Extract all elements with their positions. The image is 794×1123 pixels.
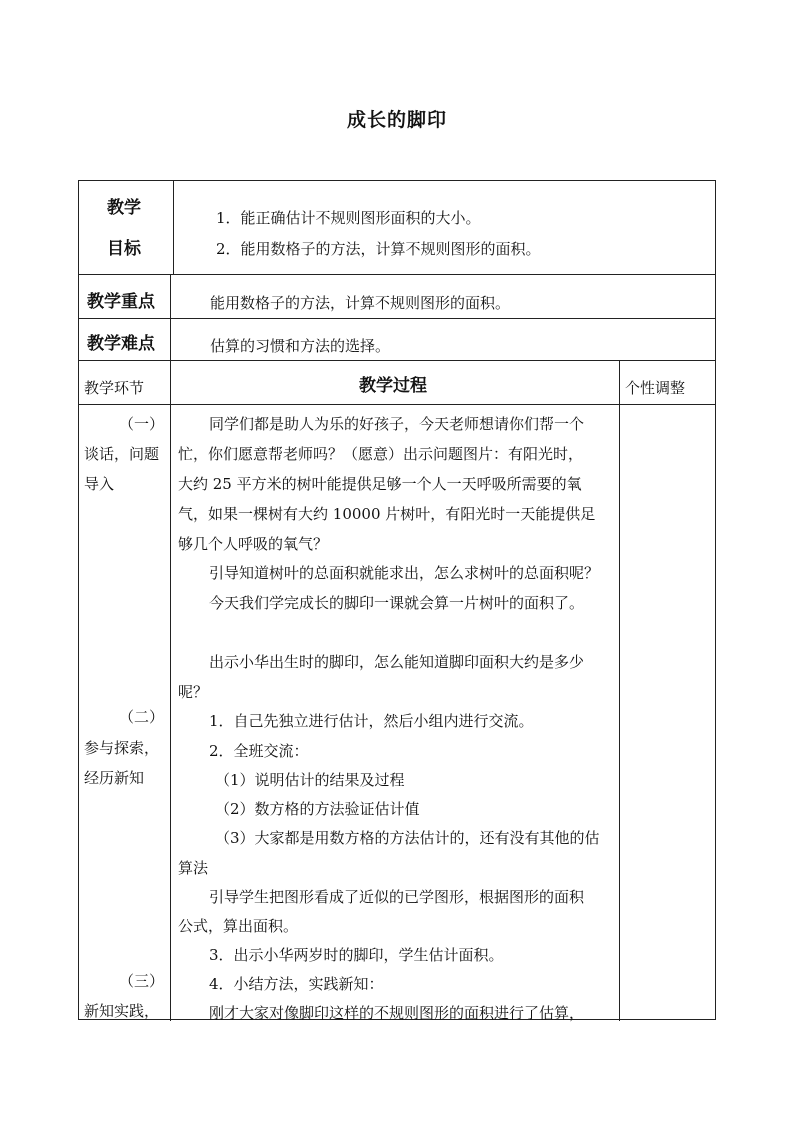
stage-label: （一） — [119, 415, 165, 433]
process-line: 3．出示小华两岁时的脚印，学生估计面积。 — [209, 946, 504, 964]
process-line: 2．全班交流： — [209, 742, 309, 760]
process-line: 引导知道树叶的总面积就能求出，怎么求树叶的总面积呢？ — [209, 564, 600, 582]
row-divider — [79, 318, 715, 319]
process-line: 引导学生把图形看成了近似的已学图形，根据图形的面积 — [209, 888, 585, 906]
objectives-label-line2: 目标 — [107, 239, 141, 259]
key-point-label: 教学重点 — [87, 292, 155, 312]
row-divider — [79, 274, 715, 275]
stage-label: 参与探索， — [84, 739, 160, 757]
col-divider — [170, 274, 171, 1021]
lesson-plan-table — [78, 180, 716, 1020]
process-line: 呢？ — [178, 683, 209, 701]
stage-label: 经历新知 — [84, 769, 145, 787]
process-line: 气，如果一棵树有大约 10000 片树叶，有阳光时一天能提供足 — [178, 505, 596, 523]
header-adjustment: 个性调整 — [625, 379, 686, 397]
stage-label: 谈话，问题 — [84, 445, 160, 463]
process-line: （3）大家都是用数方格的方法估计的，还有没有其他的估 — [215, 829, 600, 847]
document-title: 成长的脚印 — [346, 109, 447, 131]
difficulty-label: 教学难点 — [87, 334, 155, 354]
process-line: 够几个人呼吸的氧气？ — [178, 535, 329, 553]
process-line: 出示小华出生时的脚印，怎么能知道脚印面积大约是多少 — [209, 653, 585, 671]
process-line: 大约 25 平方米的树叶能提供足够一个人一天呼吸所需要的氧 — [178, 475, 582, 493]
objective-item: 1．能正确估计不规则图形面积的大小。 — [216, 209, 481, 227]
objective-item: 2．能用数格子的方法，计算不规则图形的面积。 — [216, 240, 541, 258]
difficulty-text: 估算的习惯和方法的选择。 — [210, 337, 391, 355]
process-line: （1）说明估计的结果及过程 — [215, 771, 405, 789]
header-process: 教学过程 — [359, 376, 427, 396]
stage-label: 新知实践， — [84, 1002, 160, 1020]
process-line: 刚才大家对像脚印这样的不规则图形的面积进行了估算， — [209, 1004, 585, 1022]
process-line: 今天我们学完成长的脚印一课就会算一片树叶的面积了。 — [209, 594, 585, 612]
objectives-label-line1: 教学 — [107, 198, 141, 218]
process-line: （2）数方格的方法验证估计值 — [215, 800, 420, 818]
key-point-text: 能用数格子的方法，计算不规则图形的面积。 — [210, 294, 511, 312]
process-line: 忙，你们愿意帮老师吗？（愿意）出示问题图片：有阳光时， — [178, 445, 584, 463]
process-line: 算法 — [178, 859, 209, 877]
process-line: 1．自己先独立进行估计，然后小组内进行交流。 — [209, 712, 534, 730]
stage-label: （三） — [119, 972, 165, 990]
process-line: 4．小结方法，实践新知： — [209, 975, 384, 993]
col-divider — [173, 181, 174, 274]
process-line: 同学们都是助人为乐的好孩子，今天老师想请你们帮一个 — [209, 415, 585, 433]
header-stage: 教学环节 — [84, 379, 145, 397]
process-line: 公式，算出面积。 — [178, 917, 299, 935]
stage-label: 导入 — [84, 475, 115, 493]
stage-label: （二） — [119, 708, 165, 726]
col-divider — [619, 360, 620, 1021]
